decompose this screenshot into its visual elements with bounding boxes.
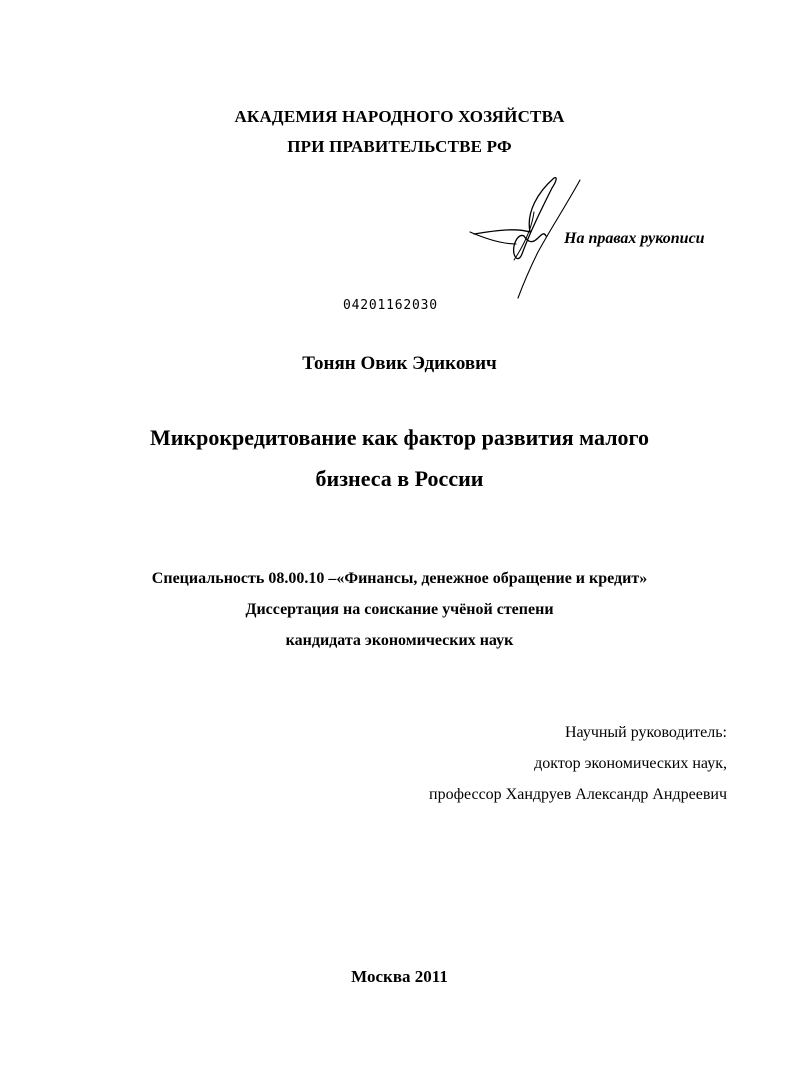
institution-line-2: ПРИ ПРАВИТЕЛЬСТВЕ РФ — [287, 137, 512, 156]
city-year: Москва 2011 — [351, 967, 448, 986]
registration-code: 04201162030 — [343, 298, 438, 313]
dissertation-line: Диссертация на соискание учёной степени — [245, 601, 554, 618]
supervisor-label: Научный руководитель: — [564, 724, 727, 741]
supervisor-name: профессор Хандруев Александр Андреевич — [429, 786, 727, 803]
supervisor-degree: доктор экономических наук, — [534, 755, 727, 772]
author-name: Тонян Овик Эдикович — [302, 353, 497, 374]
degree-line: кандидата экономических наук — [285, 632, 514, 649]
specialty-line: Специальность 08.00.10 –«Финансы, денежное обращение и кредит» — [151, 570, 648, 587]
institution-line-1: АКАДЕМИЯ НАРОДНОГО ХОЗЯЙСТВА — [234, 107, 565, 126]
manuscript-note: На правах рукописи — [564, 230, 705, 247]
thesis-title-line-1: Микрокредитование как фактор развития малого — [149, 425, 649, 450]
thesis-title-line-2: бизнеса в России — [315, 466, 484, 491]
